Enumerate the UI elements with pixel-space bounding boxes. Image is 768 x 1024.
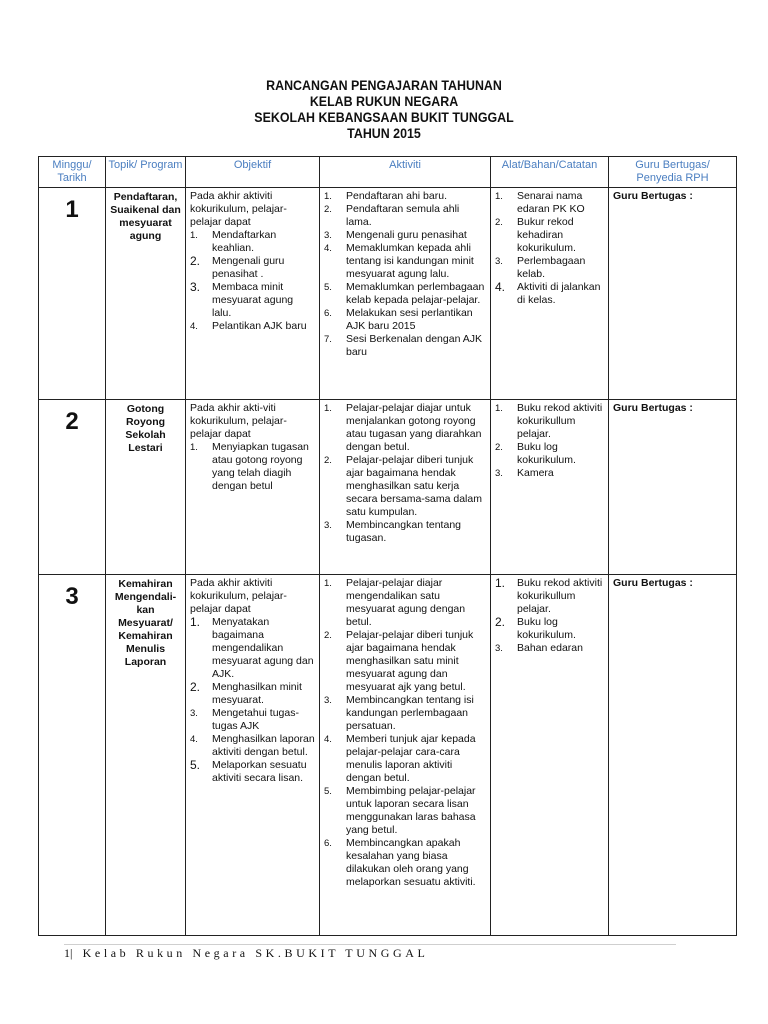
item-text: Pelantikan AJK baru <box>212 320 307 332</box>
objektif-intro: Pada akhir aktiviti kokurikulum, pelajar-pelajar dapat <box>190 577 287 615</box>
item-number: 1. <box>495 403 503 414</box>
item-number: 4. <box>190 321 198 332</box>
list-item <box>324 307 486 333</box>
week-number: 3 <box>39 575 106 936</box>
list-item <box>324 454 486 519</box>
item-number: 3. <box>190 708 198 719</box>
page-number: 1 <box>64 946 70 960</box>
item-text: Melakukan sesi perlantikan AJK baru 2015 <box>346 307 473 332</box>
item-text: Memaklumkan kepada ahli tentang isi kandungan minit mesyuarat agung lalu. <box>346 242 474 280</box>
list-item <box>495 402 604 441</box>
list-item <box>324 333 486 359</box>
objektif-intro: Pada akhir aktiviti kokurikulum, pelajar-pelajar dapat <box>190 190 287 228</box>
header-minggu: Minggu/ Tarikh <box>39 157 106 188</box>
item-number: 1. <box>495 576 506 590</box>
week-number: 1 <box>39 188 106 400</box>
item-text: Buku log kokurikulum. <box>517 441 576 466</box>
item-number: 3. <box>495 643 503 654</box>
item-number: 2. <box>495 442 503 453</box>
list-item <box>190 255 315 281</box>
item-number: 7. <box>324 334 332 345</box>
page-footer <box>64 946 428 961</box>
table-row <box>39 575 737 936</box>
item-number: 3. <box>495 468 503 479</box>
list-item <box>324 519 486 545</box>
footer-text: Kelab Rukun Negara SK.BUKIT TUNGGAL <box>82 946 429 960</box>
alat-list <box>495 402 604 480</box>
item-text: Bahan edaran <box>517 642 583 654</box>
item-text: Membaca minit mesyuarat agung lalu. <box>212 281 294 319</box>
item-text: Pendaftaran semula ahli lama. <box>346 203 460 228</box>
item-number: 6. <box>324 838 332 849</box>
title-line-1: RANCANGAN PENGAJARAN TAHUNAN <box>266 78 502 93</box>
item-text: Mendaftarkan keahlian. <box>212 229 277 254</box>
item-text: Buku rekod aktiviti kokurikullum pelajar. <box>517 577 603 615</box>
list-item <box>495 441 604 467</box>
item-text: Melaporkan sesuatu aktiviti secara lisan. <box>212 759 307 784</box>
item-number: 4. <box>324 734 332 745</box>
list-item <box>324 229 486 242</box>
item-text: Senarai nama edaran PK KO <box>517 190 585 215</box>
item-text: Perlembagaan kelab. <box>517 255 586 280</box>
item-number: 2. <box>495 615 506 629</box>
list-item <box>495 216 604 255</box>
item-text: Mengetahui tugas-tugas AJK <box>212 707 299 732</box>
topic-cell: Kemahiran Mengendali-kan Mesyuarat/ Kemahiran Menulis Laporan <box>106 575 186 936</box>
title-line-2: KELAB RUKUN NEGARA <box>309 94 459 109</box>
list-item <box>324 629 486 694</box>
alat-cell <box>491 188 609 400</box>
objektif-list <box>190 616 315 785</box>
alat-cell <box>491 400 609 575</box>
objektif-cell <box>186 575 320 936</box>
item-text: Kamera <box>517 467 554 479</box>
header-alat: Alat/Bahan/Catatan <box>491 157 609 188</box>
list-item <box>324 281 486 307</box>
list-item <box>495 577 604 616</box>
list-item <box>495 190 604 216</box>
item-number: 1. <box>190 615 201 629</box>
item-number: 4. <box>190 734 198 745</box>
aktiviti-list <box>324 577 486 889</box>
header-objektif: Objektif <box>186 157 320 188</box>
item-number: 3. <box>190 280 201 294</box>
footer-separator: | <box>70 946 77 960</box>
item-number: 2. <box>190 254 201 268</box>
item-text: Mengenali guru penasihat <box>346 229 467 241</box>
list-item <box>190 229 315 255</box>
item-text: Memberi tunjuk ajar kepada pelajar-pelajar cara-cara menulis laporan aktiviti dengan betul. <box>346 733 476 784</box>
item-number: 2. <box>324 455 332 466</box>
list-item <box>324 837 486 889</box>
list-item <box>324 203 486 229</box>
objektif-cell <box>186 400 320 575</box>
title-line-3: SEKOLAH KEBANGSAAN BUKIT TUNGGAL <box>254 110 514 125</box>
aktiviti-cell <box>320 575 491 936</box>
list-item <box>324 733 486 785</box>
list-item <box>324 242 486 281</box>
item-number: 3. <box>324 230 332 241</box>
list-item <box>495 616 604 642</box>
item-number: 2. <box>190 680 201 694</box>
item-number: 1. <box>190 442 198 453</box>
topic-cell: Pendaftaran, Suaikenal dan mesyuarat agung <box>106 188 186 400</box>
item-number: 6. <box>324 308 332 319</box>
table-row <box>39 188 737 400</box>
alat-cell <box>491 575 609 936</box>
item-text: Pelajar-pelajar diajar mengendalikan satu mesyuarat agung dengan betul. <box>346 577 466 628</box>
list-item <box>324 694 486 733</box>
week-number: 2 <box>39 400 106 575</box>
guru-cell: Guru Bertugas : <box>609 188 737 400</box>
guru-cell: Guru Bertugas : <box>609 400 737 575</box>
item-number: 4. <box>324 243 332 254</box>
item-text: Membincangkan tentang tugasan. <box>346 519 461 544</box>
footer-divider <box>64 944 676 945</box>
item-text: Menghasilkan laporan aktiviti dengan betul. <box>212 733 315 758</box>
item-number: 5. <box>324 282 332 293</box>
list-item <box>324 402 486 454</box>
item-text: Mengenali guru penasihat . <box>212 255 285 280</box>
item-number: 1. <box>324 403 332 414</box>
aktiviti-cell <box>320 188 491 400</box>
item-text: Buku rekod aktiviti kokurikullum pelajar. <box>517 402 603 440</box>
item-number: 1. <box>495 191 503 202</box>
list-item <box>495 255 604 281</box>
aktiviti-cell <box>320 400 491 575</box>
item-text: Membimbing pelajar-pelajar untuk laporan secara lisan menggunakan laras bahasa yang betul. <box>346 785 476 836</box>
alat-list <box>495 190 604 307</box>
item-text: Menghasilkan minit mesyuarat. <box>212 681 302 706</box>
topic-cell: Gotong Royong Sekolah Lestari <box>106 400 186 575</box>
item-number: 5. <box>190 758 201 772</box>
objektif-list <box>190 441 315 493</box>
item-text: Pelajar-pelajar diajar untuk menjalankan gotong royong atau tugasan yang diarahkan dengan betul. <box>346 402 482 453</box>
item-number: 1. <box>190 230 198 241</box>
document-title <box>0 78 768 142</box>
item-number: 2. <box>324 204 332 215</box>
list-item <box>324 785 486 837</box>
item-number: 4. <box>495 280 506 294</box>
list-item <box>495 281 604 307</box>
item-text: Membincangkan tentang isi kandungan perlembagaan persatuan. <box>346 694 474 732</box>
item-text: Aktiviti di jalankan di kelas. <box>517 281 601 306</box>
item-text: Membincangkan apakah kesalahan yang biasa dilakukan oleh orang yang melaporkan sesuatu aktiviti. <box>346 837 476 888</box>
item-text: Memaklumkan perlembagaan kelab kepada pelajar-pelajar. <box>346 281 485 306</box>
item-text: Bukur rekod kehadiran kokurikulum. <box>517 216 576 254</box>
guru-cell: Guru Bertugas : <box>609 575 737 936</box>
item-number: 1. <box>324 578 332 589</box>
list-item <box>495 642 604 655</box>
header-aktiviti: Aktiviti <box>320 157 491 188</box>
table-row <box>39 400 737 575</box>
list-item <box>190 281 315 320</box>
item-text: Pelajar-pelajar diberi tunjuk ajar bagaimana hendak menghasilkan satu minit mesyuarat agung dan mesyuarat ajk yang betul. <box>346 629 474 693</box>
list-item <box>190 441 315 493</box>
item-text: Menyatakan bagaimana mengendalikan mesyuarat agung dan AJK. <box>212 616 314 680</box>
list-item <box>190 707 315 733</box>
table-header-row <box>39 157 737 188</box>
objektif-cell <box>186 188 320 400</box>
objektif-list <box>190 229 315 333</box>
item-number: 3. <box>324 520 332 531</box>
item-number: 3. <box>495 256 503 267</box>
item-number: 2. <box>495 217 503 228</box>
item-text: Buku log kokurikulum. <box>517 616 576 641</box>
list-item <box>495 467 604 480</box>
list-item <box>190 681 315 707</box>
item-text: Menyiapkan tugasan atau gotong royong yang telah diagih dengan betul <box>212 441 309 492</box>
item-text: Sesi Berkenalan dengan AJK baru <box>346 333 483 358</box>
item-number: 2. <box>324 630 332 641</box>
header-topik: Topik/ Program <box>106 157 186 188</box>
item-number: 3. <box>324 695 332 706</box>
list-item <box>190 733 315 759</box>
list-item <box>190 320 315 333</box>
item-text: Pendaftaran ahi baru. <box>346 190 447 202</box>
header-guru: Guru Bertugas/ Penyedia RPH <box>609 157 737 188</box>
title-line-4: TAHUN 2015 <box>347 126 421 141</box>
list-item <box>324 190 486 203</box>
item-number: 1. <box>324 191 332 202</box>
list-item <box>190 759 315 785</box>
aktiviti-list <box>324 402 486 545</box>
list-item <box>190 616 315 681</box>
objektif-intro: Pada akhir akti-viti kokurikulum, pelajar-pelajar dapat <box>190 402 287 440</box>
item-text: Pelajar-pelajar diberi tunjuk ajar bagaimana hendak menghasilkan satu kerja secara bersama-sama dalam satu kumpulan. <box>346 454 482 518</box>
list-item <box>324 577 486 629</box>
lesson-plan-table <box>38 156 737 936</box>
item-number: 5. <box>324 786 332 797</box>
aktiviti-list <box>324 190 486 359</box>
alat-list <box>495 577 604 655</box>
